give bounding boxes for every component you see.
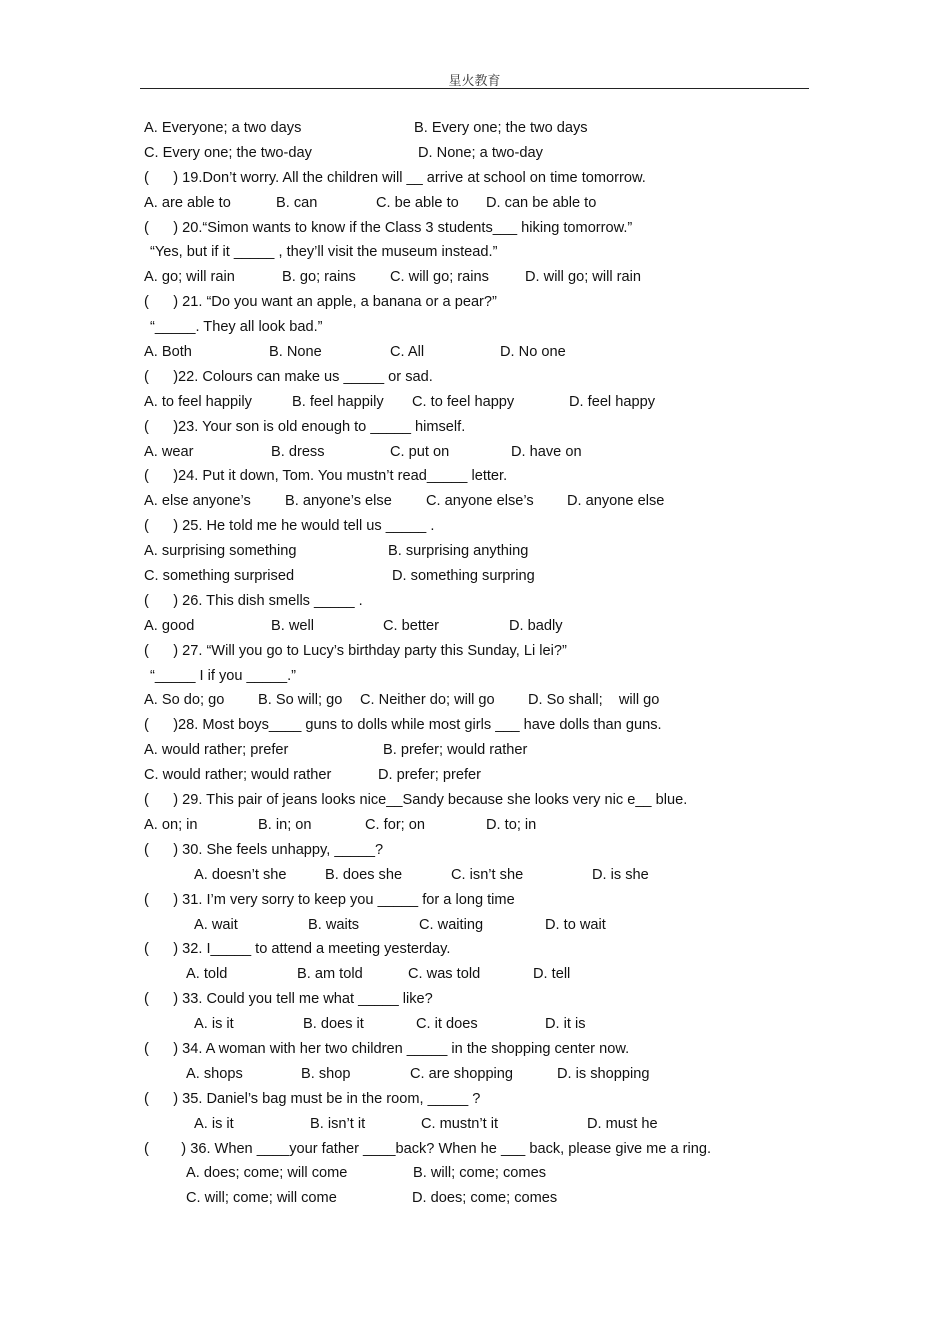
options-line xyxy=(0,390,950,415)
option-b: B. does it xyxy=(303,1016,364,1033)
line-text: “Yes, but if it _____ , they’ll visit the museum instead.” xyxy=(150,244,498,261)
option-a: A. So do; go xyxy=(144,692,225,709)
option-c: C. put on xyxy=(390,443,450,460)
question-line xyxy=(0,838,950,863)
option-b: B. does she xyxy=(325,866,403,883)
question-text: ( ) 21. “Do you want an apple, a banana or a pear?” xyxy=(144,294,497,311)
question-line xyxy=(0,1087,950,1112)
option-b: B. So will; go xyxy=(258,692,343,709)
question-text: ( ) 19.Don’t worry. All the children will __ arrive at school on time tomorrow. xyxy=(144,169,646,186)
option-a: A. wait xyxy=(194,916,238,933)
option-c: C. better xyxy=(383,617,439,634)
option-a: A. else anyone’s xyxy=(144,493,251,510)
question-text: ( ) 29. This pair of jeans looks nice__Sandy because she looks very nic e__ blue. xyxy=(144,792,688,809)
options-line xyxy=(0,1161,950,1186)
option-d: D. is she xyxy=(592,866,649,883)
option-a: C. Every one; the two-day xyxy=(144,144,312,161)
option-b: B. well xyxy=(271,617,314,634)
question-text: ( ) 35. Daniel’s bag must be in the room, _____ ? xyxy=(144,1090,481,1107)
option-c: C. to feel happy xyxy=(412,393,515,410)
document-body xyxy=(0,116,950,1211)
option-c: C. are shopping xyxy=(410,1065,514,1082)
options-line xyxy=(0,116,950,141)
question-line xyxy=(0,987,950,1012)
option-d: D. must he xyxy=(587,1115,658,1132)
question-text: ( ) 27. “Will you go to Lucy’s birthday party this Sunday, Li lei?” xyxy=(144,642,567,659)
question-line xyxy=(0,888,950,913)
options-line xyxy=(0,614,950,639)
question-text: ( ) 25. He told me he would tell us _____ . xyxy=(144,518,435,535)
options-line xyxy=(0,265,950,290)
option-b: B. in; on xyxy=(258,816,312,833)
header-divider xyxy=(140,88,809,89)
option-a: A. is it xyxy=(194,1115,234,1132)
question-line xyxy=(0,464,950,489)
option-c: C. waiting xyxy=(419,916,484,933)
option-b: B. dress xyxy=(271,443,325,460)
option-b: B. waits xyxy=(308,916,360,933)
question-line xyxy=(0,713,950,738)
question-text: ( ) 36. When ____your father ____back? When he ___ back, please give me a ring. xyxy=(144,1140,712,1157)
options-line xyxy=(0,813,950,838)
option-d: D. can be able to xyxy=(486,194,597,211)
option-b: B. go; rains xyxy=(282,269,356,286)
option-c: C. be able to xyxy=(376,194,459,211)
option-c: C. will go; rains xyxy=(390,269,489,286)
option-a: A. shops xyxy=(186,1065,243,1082)
page-header-title: 星火教育 xyxy=(448,74,501,89)
option-b: B. am told xyxy=(297,966,363,983)
question-line xyxy=(0,1137,950,1162)
options-line xyxy=(0,913,950,938)
option-a: C. something surprised xyxy=(144,568,295,585)
options-line xyxy=(0,191,950,216)
question-text: ( ) 30. She feels unhappy, _____? xyxy=(144,841,384,858)
option-d: D. it is xyxy=(545,1016,586,1033)
question-text: ( ) 20.“Simon wants to know if the Class 3 students___ hiking tomorrow.” xyxy=(144,219,633,236)
option-c: C. it does xyxy=(416,1016,478,1033)
question-line xyxy=(0,1037,950,1062)
question-text: ( )24. Put it down, Tom. You mustn’t read_____ letter. xyxy=(144,468,508,485)
question-line xyxy=(0,514,950,539)
option-b: D. None; a two-day xyxy=(418,144,543,161)
option-a: A. on; in xyxy=(144,816,198,833)
option-a: A. go; will rain xyxy=(144,269,235,286)
option-c: C. mustn’t it xyxy=(421,1115,499,1132)
option-a: A. told xyxy=(186,966,228,983)
option-a: A. Everyone; a two days xyxy=(144,120,302,136)
question-line xyxy=(0,788,950,813)
options-line xyxy=(0,1062,950,1087)
option-d: D. will go; will rain xyxy=(525,269,641,286)
option-d: D. tell xyxy=(533,966,571,983)
options-line xyxy=(0,863,950,888)
option-c: C. isn’t she xyxy=(451,866,524,883)
options-line xyxy=(0,1012,950,1037)
option-b: B. prefer; would rather xyxy=(383,742,528,759)
option-b: B. None xyxy=(269,344,322,361)
option-a: C. would rather; would rather xyxy=(144,767,332,784)
option-b: B. shop xyxy=(301,1065,351,1082)
option-c: C. All xyxy=(390,344,425,361)
text-line xyxy=(0,240,950,265)
question-text: ( ) 34. A woman with her two children _____ in the shopping center now. xyxy=(144,1040,630,1057)
options-line xyxy=(0,688,950,713)
option-a: A. good xyxy=(144,617,195,634)
option-d: D. No one xyxy=(500,344,566,361)
option-b: B. Every one; the two days xyxy=(414,120,588,136)
options-line xyxy=(0,1186,950,1211)
options-line xyxy=(0,440,950,465)
options-line xyxy=(0,962,950,987)
option-a: A. to feel happily xyxy=(144,393,252,410)
option-b: B. feel happily xyxy=(292,393,384,410)
question-line xyxy=(0,166,950,191)
question-line xyxy=(0,216,950,241)
option-b: D. prefer; prefer xyxy=(378,767,482,784)
options-line xyxy=(0,340,950,365)
option-a: A. are able to xyxy=(144,194,231,211)
option-c: C. anyone else’s xyxy=(426,493,534,510)
options-line xyxy=(0,738,950,763)
option-d: D. badly xyxy=(509,617,563,634)
option-c: C. was told xyxy=(408,966,481,983)
option-c: C. for; on xyxy=(365,816,426,833)
option-a: C. will; come; will come xyxy=(186,1190,337,1207)
option-c: C. Neither do; will go xyxy=(360,692,495,709)
option-a: A. is it xyxy=(194,1016,234,1033)
options-line xyxy=(0,539,950,564)
option-b: B. will; come; comes xyxy=(413,1165,546,1182)
options-line xyxy=(0,489,950,514)
option-a: A. would rather; prefer xyxy=(144,742,289,759)
text-line xyxy=(0,664,950,689)
options-line xyxy=(0,763,950,788)
option-a: A. wear xyxy=(144,443,194,460)
option-b: D. something surpring xyxy=(392,568,535,585)
option-a: A. surprising something xyxy=(144,543,297,560)
question-line xyxy=(0,589,950,614)
option-a: A. does; come; will come xyxy=(186,1165,348,1182)
question-line xyxy=(0,365,950,390)
option-d: D. feel happy xyxy=(569,393,655,410)
option-d: D. anyone else xyxy=(567,493,665,510)
option-b: B. anyone’s else xyxy=(285,493,392,510)
option-a: A. Both xyxy=(144,344,192,361)
option-a: A. doesn’t she xyxy=(194,866,287,883)
option-d: D. So shall; will go xyxy=(528,692,660,709)
question-line xyxy=(0,415,950,440)
option-d: D. to wait xyxy=(545,916,606,933)
question-text: ( ) 31. I’m very sorry to keep you _____ for a long time xyxy=(144,891,515,908)
option-b: B. surprising anything xyxy=(388,543,529,560)
question-text: ( )23. Your son is old enough to _____ himself. xyxy=(144,418,466,435)
question-line xyxy=(0,937,950,962)
option-b: B. isn’t it xyxy=(310,1115,366,1132)
question-line xyxy=(0,639,950,664)
options-line xyxy=(0,141,950,166)
option-d: D. is shopping xyxy=(557,1065,650,1082)
question-text: ( ) 32. I_____ to attend a meeting yesterday. xyxy=(144,941,451,958)
text-line xyxy=(0,315,950,340)
option-b: B. can xyxy=(276,194,318,211)
options-line xyxy=(0,1112,950,1137)
question-text: ( ) 33. Could you tell me what _____ like? xyxy=(144,991,433,1008)
question-text: ( ) 26. This dish smells _____ . xyxy=(144,592,363,609)
line-text: “_____. They all look bad.” xyxy=(150,319,323,336)
question-line xyxy=(0,290,950,315)
question-text: ( )22. Colours can make us _____ or sad. xyxy=(144,368,433,385)
option-d: D. to; in xyxy=(486,816,537,833)
options-line xyxy=(0,564,950,589)
question-text: ( )28. Most boys____ guns to dolls while most girls ___ have dolls than guns. xyxy=(144,717,662,734)
line-text: “_____ I if you _____.” xyxy=(150,667,297,684)
option-b: D. does; come; comes xyxy=(412,1190,558,1207)
option-d: D. have on xyxy=(511,443,582,460)
